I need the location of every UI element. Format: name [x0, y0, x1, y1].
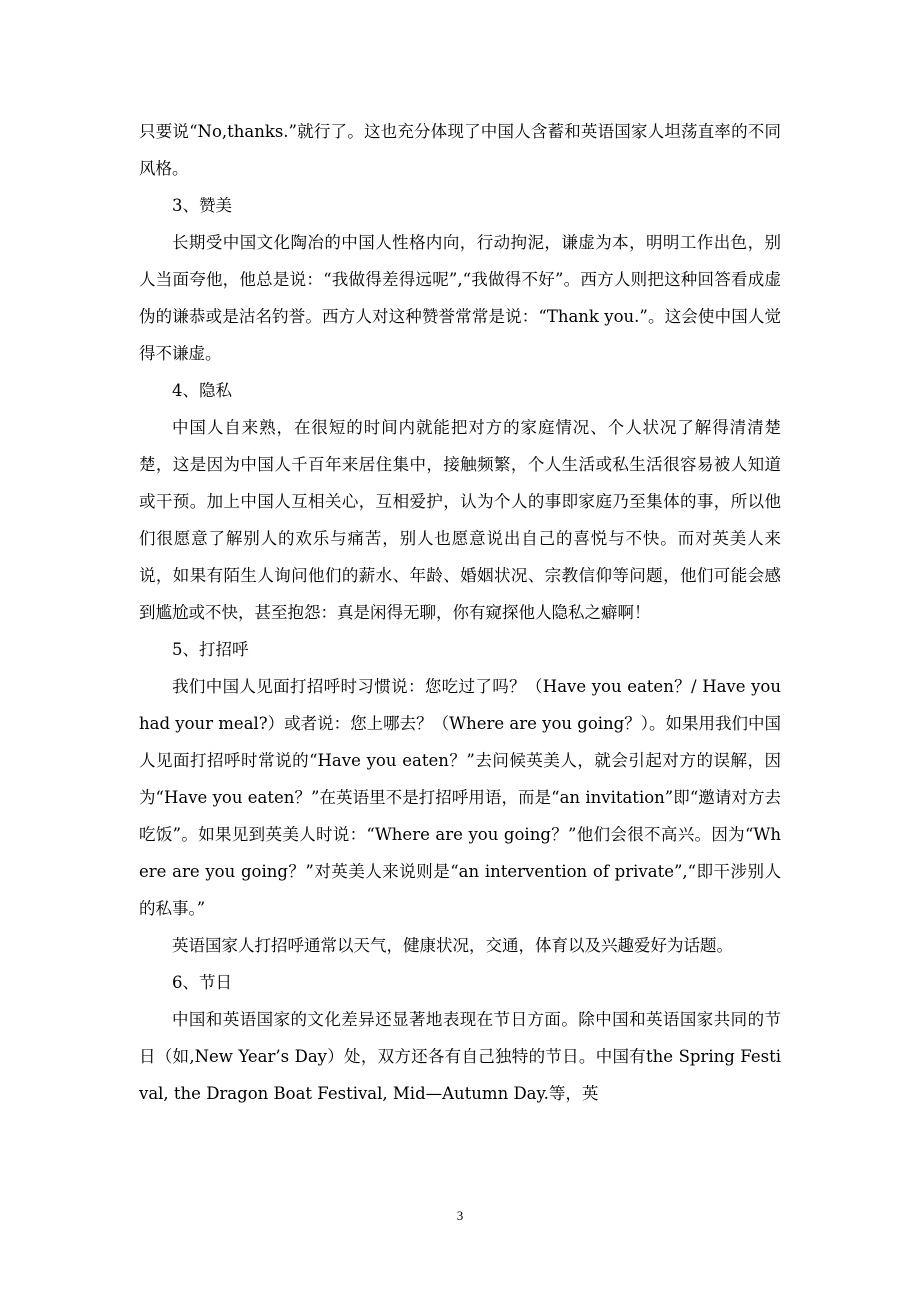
section-heading-privacy: 4、隐私: [172, 381, 232, 400]
paragraph-privacy: 中国人自来熟，在很短的时间内就能把对方的家庭情况、个人状况了解得清清楚楚，这是因为中国人千百年来居住集中，接触频繁，个人生活或私生活很容易被人知道或干预。加上中国人互相关心，互相爱护，认为个人的事即家庭乃至集体的事，所以他们很愿意了解别人的欢乐与痛苦，别人也愿意说出自己的喜悦与不快。而对英美人来说，如果有陌生人询问他们的薪水、年龄、婚姻状况、宗教信仰等问题，他们可能会感到尴尬或不快，甚至抱怨：真是闲得无聊，你有窥探他人隐私之癖啊！: [139, 418, 781, 622]
paragraph-praise: 长期受中国文化陶冶的中国人性格内向，行动拘泥，谦虚为本，明明工作出色，别人当面夸他，他总是说：“我做得差得远呢”,“我做得不好”。西方人则把这种回答看成虚伪的谦恭或是沽名钓誉。西方人对这种赞誉常常是说：“Thank you.”。这会使中国人觉得不谦虚。: [139, 233, 781, 363]
paragraph-continued: 只要说“No,thanks.”就行了。这也充分体现了中国人含蓄和英语国家人坦荡直率的不同风格。: [139, 122, 781, 178]
paragraph-greeting: 我们中国人见面打招呼时习惯说：您吃过了吗？（Have you eaten？/ Have you had your meal?）或者说：您上哪去？（Where are you going？）。如果用我们中国人见面打招呼时常说的“Have you eaten？”去问候英美人，就会引起对方的误解，因为“Have you eaten？”在英语里不是打招呼用语，而是“an invitation”即“邀请对方去吃饭”。如果见到英美人时说：“Where are you going？”他们会很不高兴。因为“Where are you going？”对英美人来说则是“an intervention of private”,“即干涉别人的私事。”: [139, 677, 781, 918]
page-number: 3: [456, 1208, 464, 1223]
section-heading-praise: 3、赞美: [172, 196, 232, 215]
document-body: [139, 113, 781, 1112]
paragraph-festivals: 中国和英语国家的文化差异还显著地表现在节日方面。除中国和英语国家共同的节日（如,New Year’s Day）处，双方还各有自己独特的节日。中国有the Spring Festival, the Dragon Boat Festival, Mid—Autumn Day.等，英: [139, 1010, 781, 1103]
paragraph-greeting-topics: 英语国家人打招呼通常以天气，健康状况，交通，体育以及兴趣爱好为话题。: [172, 936, 733, 955]
section-heading-greeting: 5、打招呼: [172, 640, 249, 659]
section-heading-festivals: 6、节日: [172, 973, 232, 992]
